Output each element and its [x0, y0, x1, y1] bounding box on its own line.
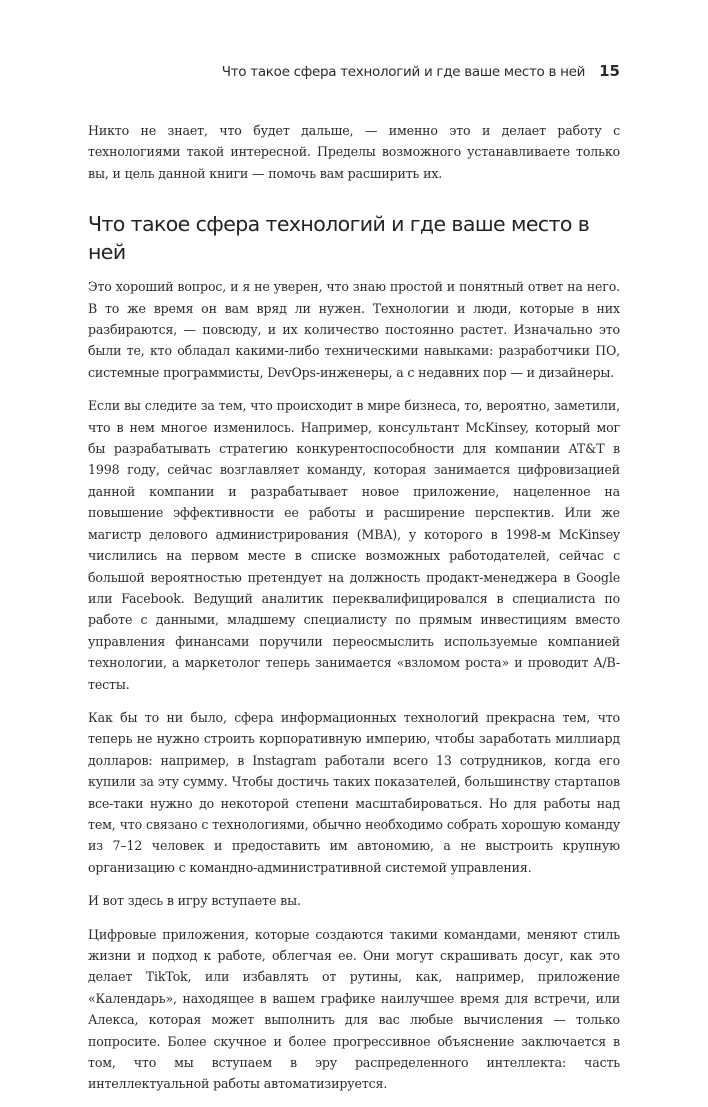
intro-paragraph: Никто не знает, что будет дальше, — именно это и делает работу с технологиями такой интересной. Пределы возможного устанавливаете только вы, и цель данной книги — помочь вам расширить их. — [88, 123, 620, 181]
page-number: 15 — [599, 62, 620, 80]
body-paragraph-5: Цифровые приложения, которые создаются такими командами, меняют стиль жизни и подход к работе, облегчая ее. Они могут скрашивать досуг, как это делает TikTok, или избавлять от рутины, как, например, приложение «Календарь», находящее в вашем графике наилучшее время для встречи, или Алекса, которая может выполнить для вас любые вычисления — только попросите. Более скучное и более прогрессивное объяснение заключается в том, что мы вступаем в эру распределенного интеллекта: часть интеллектуальной работы автоматизируется. — [88, 926, 620, 1092]
running-header-title: Что такое сфера технологий и где ваше место в ней — [221, 64, 586, 80]
body-paragraph-1: Это хороший вопрос, и я не уверен, что знаю простой и понятный ответ на него. В то же время он вам вряд ли нужен. Технологии и люди, которые в них разбираются, — повсюду, и их количество постоянно растет. Изначально это были те, кто обладал какими-либо техническими навыками: разработчики ПО, системные программисты, DevOps-инженеры, а с недавних пор — и дизайнеры. — [88, 279, 620, 380]
body-paragraph-2: Если вы следите за тем, что происходит в мире бизнеса, то, вероятно, заметили, что в нем многое изменилось. Например, консультант McKinsey, который мог бы разрабатывать стратегию конкурентоспособности для компании AT&T в 1998 году, сейчас возглавляет команду, которая занимается цифровизацией данной компании и разрабатывает новое приложение, нацеленное на повышение эффективности ее работы и расширение перспектив. Или же магистр делового администрирования (MBA), у которого в 1998-м McKinsey числились на первом месте в списке возможных работодателей, сейчас с большой вероятностью претендует на должность продакт-менеджера в Google или Facebook. Ведущий аналитик переквалифицировался в специалиста по работе с данными, младшему специалисту по прямым инвестициям вместо управления финансами поручили переосмыслить используемые компанией технологии, а маркетолог теперь занимается «взломом роста» и проводит A/B-тесты. — [88, 398, 620, 692]
page-content — [88, 120, 620, 1107]
running-header — [88, 62, 620, 80]
body-paragraph-4: И вот здесь в игру вступаете вы. — [88, 893, 301, 909]
body-paragraph-3: Как бы то ни было, сфера информационных технологий прекрасна тем, что теперь не нужно строить корпоративную империю, чтобы заработать миллиард долларов: например, в Instagram работали всего 13 сотрудников, когда его купили за эту сумму. Чтобы достичь таких показателей, большинству стартапов все-таки нужно до некоторой степени масштабироваться. Но для работы над тем, что связано с технологиями, обычно необходимо собрать хорошую команду из 7–12 человек и предоставить им автономию, а не выстроить крупную организацию с командно-административной системой управления. — [88, 709, 620, 875]
section-heading: Что такое сфера технологий и где ваше место в ней — [88, 212, 590, 265]
